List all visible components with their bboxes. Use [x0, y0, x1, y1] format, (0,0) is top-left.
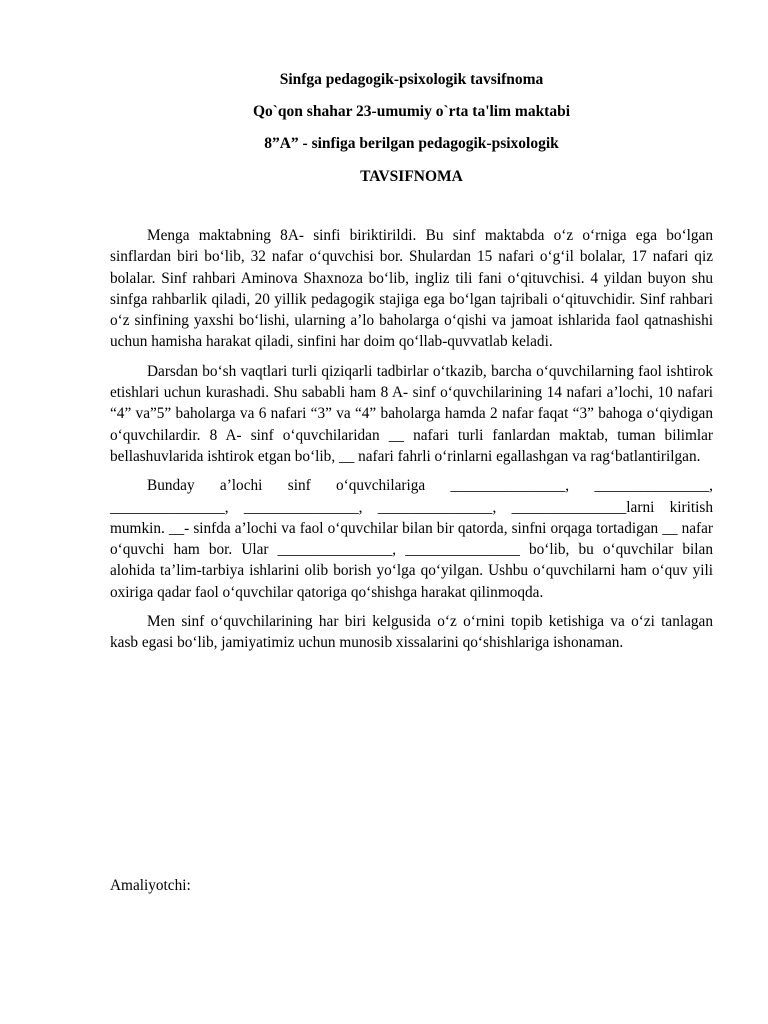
- paragraph: Darsdan bo‘sh vaqtlari turli qiziqarli tadbirlar o‘tkazib, barcha o‘quvchilarning faol ishtirok etishlari uchun kurashadi. Shu sababli ham 8 A- sinf o‘quvchilarining 14 nafari a’lochi, 10 nafari “4” va”5” baholarga va 6 nafari “3” va “4” baholarga hamda 2 nafar faqat “3” bahoga o‘qiydigan o‘quvchilardir. 8 A- sinf o‘quvchilaridan __ nafari turli fanlardan maktab, tuman bilimlar bellashuvlarida ishtirok etgan bo‘lib, __ nafari fahrli o‘rinlarni egallashgan va rag‘batlantirilgan.: [110, 362, 713, 465]
- class-subtitle: 8”A” - sinfiga berilgan pedagogik-psixologik: [264, 135, 559, 152]
- document-heading: TAVSIFNOMA: [360, 168, 463, 185]
- paragraph: Menga maktabning 8A- sinfi biriktirildi. Bu sinf maktabda o‘z o‘rniga ega bo‘lgan sinflardan biri bo‘lib, 32 nafar o‘quvchisi bor. Shulardan 15 nafari o‘g‘il bolalar, 17 nafari qiz bolalar. Sinf rahbari Aminova Shaxnoza bo‘lib, ingliz tili fani o‘qituvchisi. 4 yildan buyon shu sinfga rahbarlik qiladi, 20 yillik pedagogik stajiga ega bo‘lgan tajribali o‘qituvchidir. Sinf rahbari o‘z sinfining yaxshi bo‘lishi, ularning a’lo baholarga o‘qishi va jamoat ishlarida faol qatnashishi uchun hamisha harakat qiladi, sinfini har doim qo‘llab-quvvatlab keladi.: [110, 227, 713, 351]
- document-body: [110, 225, 713, 654]
- signature-label: Amaliyotchi:: [110, 877, 191, 894]
- paragraph: Men sinf o‘quvchilarining har biri kelgusida o‘z o‘rnini topib ketishiga va o‘zi tanlagan kasb egasi bo‘lib, jamiyatimiz uchun munosib xissalarini qo‘shishlariga ishonaman.: [110, 613, 713, 652]
- school-name: Qo`qon shahar 23-umumiy o`rta ta'lim maktabi: [252, 103, 571, 120]
- paragraph: Bunday a’lochi sinf o‘quvchilariga _______________, _______________, _______________, _______________, _______________, _______________larni kiritish mumkin. __- sinfda a’lochi va faol o‘quvchilar bilan bir qatorda, sinfni orqaga tortadigan __ nafar o‘quvchi ham bor. Ular _______________, _______________ bo‘lib, bu o‘quvchilar bilan alohida ta’lim-tarbiya ishlarini olib borish yo‘lga qo‘yilgan. Ushbu o‘quvchilarni ham o‘quv yili oxiriga qadar faol o‘quvchilar qatoriga qo‘shishga harakat qilinmoqda.: [110, 477, 713, 601]
- document-title: Sinfga pedagogik-psixologik tavsifnoma: [279, 71, 544, 88]
